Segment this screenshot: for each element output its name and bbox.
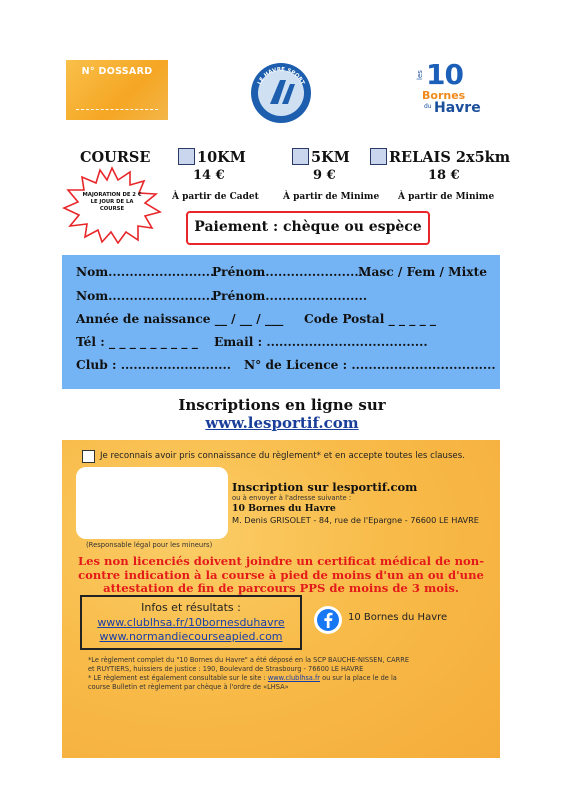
field-nom-2[interactable]: Nom.........................	[76, 289, 215, 303]
dossard-line	[76, 109, 158, 110]
inscription-title: Inscription sur lesportif.com	[232, 480, 418, 494]
bornes-ten: 10	[426, 58, 463, 91]
checkbox-relais[interactable]	[370, 148, 387, 165]
bottom-panel	[62, 440, 500, 758]
majoration-text: MAJORATION DE 2 € LE JOUR DE LA COURSE	[82, 192, 142, 212]
dossard-box	[66, 60, 168, 120]
price-10km: 14 €	[193, 168, 225, 183]
info-box	[80, 595, 302, 650]
footnote-1: *Le règlement complet du "10 Bornes du Havre" a été déposé en la SCP BAUCHE-NISSEN, CARRE	[88, 656, 409, 664]
field-sexe[interactable]: Masc / Fem / Mixte	[358, 265, 487, 279]
footnote-link[interactable]: www.clublhsa.fr	[267, 674, 320, 682]
from-relais: À partir de Minime	[398, 192, 495, 202]
footnote-2: et RUYTIERS, huissiers de justice : 190, Boulevard de Strasbourg - 76600 LE HAVRE	[88, 665, 364, 673]
bornes-logo	[412, 58, 482, 120]
accept-checkbox[interactable]	[82, 450, 95, 463]
checkbox-10km[interactable]	[178, 148, 195, 165]
bornes-havre: Havre	[434, 100, 481, 116]
field-prenom-1[interactable]: Prénom........................	[212, 265, 368, 279]
option-5km[interactable]	[292, 148, 350, 166]
inscription-sub: ou à envoyer à l'adresse suivante :	[232, 494, 352, 502]
inscription-name: 10 Bornes du Havre	[232, 503, 336, 514]
option-10km[interactable]	[178, 148, 246, 166]
bornes-du: du	[424, 103, 432, 110]
field-nom-1[interactable]: Nom.........................	[76, 265, 215, 279]
responsable-text: (Responsable légal pour les mineurs)	[86, 541, 213, 549]
dossard-label: N° DOSSARD	[81, 66, 153, 77]
field-licence[interactable]: N° de Licence : ..................................	[244, 358, 496, 372]
option-relais-label: RELAIS 2x5km	[389, 149, 511, 166]
facebook-icon[interactable]	[314, 606, 342, 634]
field-annee[interactable]: Année de naissance __ / __ / ___	[76, 312, 284, 326]
option-5km-label: 5KM	[311, 149, 350, 166]
footnote-3	[88, 674, 397, 682]
field-club[interactable]: Club : ..........................	[76, 358, 232, 372]
footnote-3c: ou sur la place le de la	[319, 674, 397, 682]
accept-text: Je reconnais avoir pris connaissance du règlement* et en accepte toutes les clauses.	[100, 451, 465, 461]
info-title: Infos et résultats :	[141, 601, 241, 614]
bornes-les: les	[416, 70, 424, 80]
field-email[interactable]: Email : ......................................	[214, 335, 428, 349]
entry-form	[62, 255, 500, 389]
option-10km-label: 10KM	[197, 149, 246, 166]
payment-box: Paiement : chèque ou espèce	[186, 211, 430, 245]
info-link-club[interactable]: www.clublhsa.fr/10bornesduhavre	[97, 616, 285, 629]
bornes-word: Bornes	[422, 89, 466, 102]
facebook-label[interactable]: 10 Bornes du Havre	[348, 612, 448, 623]
option-relais[interactable]	[370, 148, 510, 166]
field-prenom-2[interactable]: Prénom........................	[212, 289, 368, 303]
club-logo	[250, 62, 312, 124]
club-logo-text: LE HAVRE SPORT	[256, 66, 306, 86]
price-relais: 18 €	[428, 168, 460, 183]
inscription-address: M. Denis GRISOLET - 84, rue de l'Epargne - 76600 LE HAVRE	[232, 515, 479, 525]
field-tel[interactable]: Tél : _ _ _ _ _ _ _ _ _	[76, 335, 198, 349]
course-title: COURSE	[80, 149, 151, 166]
field-code-postal[interactable]: Code Postal _ _ _ _ _	[304, 312, 437, 326]
from-5km: À partir de Minime	[283, 192, 380, 202]
signature-box[interactable]	[76, 467, 228, 539]
from-10km: À partir de Cadet	[172, 192, 259, 202]
medical-warning: Les non licenciés doivent joindre un certificat médical de non-contre indication à la course à pied de moins d'un an ou d'une attestation de fin de parcours PPS de moins de 3 mois.	[77, 554, 485, 595]
checkbox-5km[interactable]	[292, 148, 309, 165]
online-link[interactable]: www.lesportif.com	[205, 414, 359, 432]
online-title: Inscriptions en ligne sur	[178, 396, 386, 414]
price-5km: 9 €	[313, 168, 336, 183]
footnote-4: course Bulletin et règlement par chèque à l'ordre de «LHSA»	[88, 683, 289, 691]
info-link-normandie[interactable]: www.normandiecourseapied.com	[99, 630, 283, 643]
footnote-3a: * LE règlement est également consultable sur le site :	[88, 674, 268, 682]
